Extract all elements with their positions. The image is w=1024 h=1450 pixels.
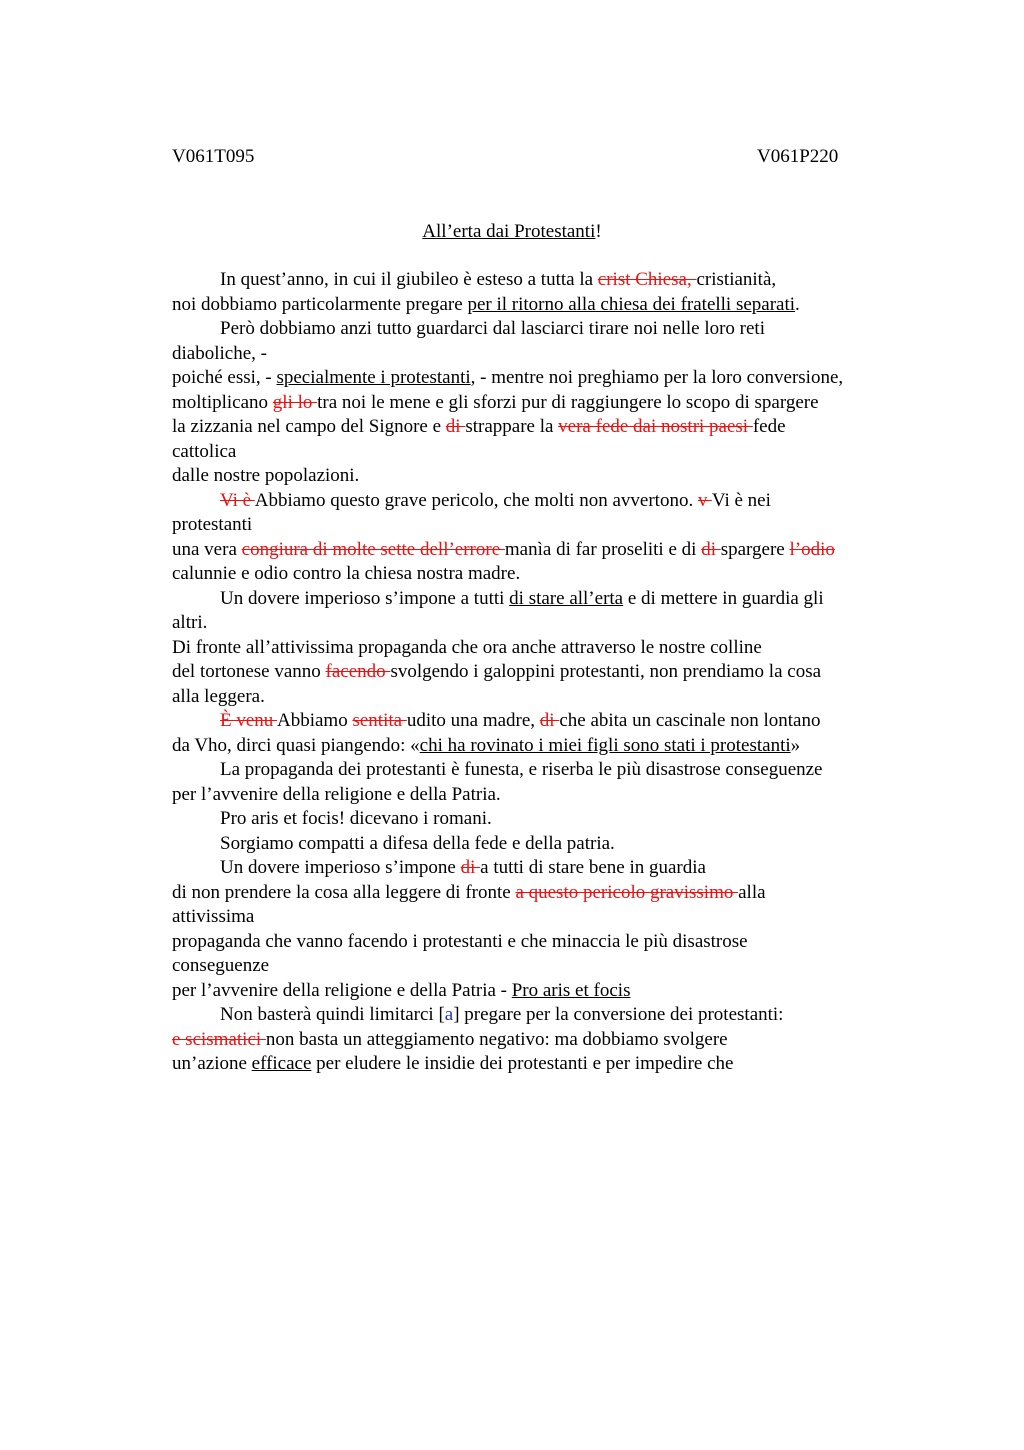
text-run: cristianità, xyxy=(696,269,777,290)
text-line xyxy=(172,783,912,808)
text-run: Sorgiamo compatti a difesa della fede e della patria. xyxy=(220,832,615,854)
text-run: cattolica xyxy=(172,440,237,462)
text-run: e di mettere in guardia gli xyxy=(623,587,824,609)
document-title xyxy=(0,221,1024,243)
text-run: calunnie e odio contro la chiesa nostra madre. xyxy=(172,563,521,584)
text-line xyxy=(172,562,912,587)
text-run: fede xyxy=(752,416,786,437)
text-line xyxy=(172,342,912,367)
text-run: non basta un atteggiamento negativo: ma dobbiamo svolgere xyxy=(265,1028,728,1050)
deleted-text: di xyxy=(445,416,466,437)
text-run: a tutti di stare bene in guardia xyxy=(480,857,706,878)
text-line xyxy=(172,734,912,759)
deleted-text: Vi è xyxy=(220,489,255,511)
text-line xyxy=(172,317,912,342)
deleted-text: e scismatici xyxy=(172,1028,266,1050)
text-run: per l’avvenire della religione e della Patria. xyxy=(172,783,501,805)
deleted-text: di xyxy=(539,710,560,731)
text-line xyxy=(172,1052,912,1077)
text-run: altri. xyxy=(172,612,208,633)
text-run: manìa di far proseliti e di xyxy=(504,538,702,560)
text-run: attivissima xyxy=(172,906,255,927)
text-run: di non prendere la cosa alla leggere di fronte xyxy=(172,881,516,903)
text-run: protestanti xyxy=(172,514,253,535)
text-run: Di fronte all’attivissima propaganda che ora anche attraverso le nostre colline xyxy=(172,636,762,658)
text-run: Abbiamo xyxy=(277,710,353,731)
text-run: ] pregare per la conversione dei protestanti: xyxy=(453,1004,784,1025)
text-run: un’azione xyxy=(172,1053,252,1074)
deleted-text: v xyxy=(697,489,712,511)
text-line xyxy=(172,366,912,391)
text-run: , - mentre noi preghiamo per la loro conversione, xyxy=(470,367,844,388)
deleted-text: l’odio xyxy=(789,538,835,560)
deleted-text: facendo xyxy=(325,661,391,682)
text-line xyxy=(172,636,912,661)
text-run: » xyxy=(790,734,801,756)
text-line xyxy=(172,807,912,832)
text-line xyxy=(172,587,912,612)
underlined-text: specialmente i protestanti xyxy=(276,367,471,388)
deleted-text: congiura di molte sette dell’errore xyxy=(241,538,505,560)
text-run: noi dobbiamo particolarmente pregare xyxy=(172,293,468,315)
text-run: Pro aris et focis! dicevano i romani. xyxy=(220,808,492,829)
text-run: poiché essi, - xyxy=(172,367,277,388)
text-run: alla leggera. xyxy=(172,685,265,707)
text-run: spargere xyxy=(720,538,790,560)
text-line xyxy=(172,611,912,636)
text-line xyxy=(172,685,912,710)
text-run: strappare la xyxy=(465,416,559,437)
text-run: Un dovere imperioso s’impone xyxy=(220,857,461,878)
title-exclamation: ! xyxy=(595,221,602,242)
text-run: Vi è nei xyxy=(711,489,771,511)
text-line xyxy=(172,856,912,881)
deleted-text: gli lo xyxy=(272,391,318,413)
text-run: del tortonese vanno xyxy=(172,661,326,682)
text-line xyxy=(172,489,912,514)
text-run: In quest’anno, in cui il giubileo è esteso a tutta la xyxy=(220,269,598,290)
text-run: propaganda che vanno facendo i protestanti e che minaccia le più disastrose xyxy=(172,930,748,952)
note-marker: a xyxy=(444,1004,454,1025)
text-run: Però dobbiamo anzi tutto guardarci dal lasciarci tirare noi nelle loro reti xyxy=(220,318,765,339)
deleted-text: crist Chiesa, xyxy=(597,269,697,290)
text-line xyxy=(172,440,912,465)
underlined-text: efficace xyxy=(251,1053,312,1074)
text-line xyxy=(172,1028,912,1053)
text-line xyxy=(172,268,912,293)
deleted-text: di xyxy=(460,857,481,878)
underlined-text: chi ha rovinato i miei figli sono stati i protestanti xyxy=(419,734,791,756)
text-line xyxy=(172,660,912,685)
text-line xyxy=(172,513,912,538)
text-run: per eludere le insidie dei protestanti e per impedire che xyxy=(311,1053,734,1074)
underlined-text: di stare all’erta xyxy=(509,587,624,609)
text-line xyxy=(172,1003,912,1028)
document-code-left: V061T095 xyxy=(172,146,255,167)
text-line xyxy=(172,905,912,930)
text-run: che abita un cascinale non lontano xyxy=(559,710,821,731)
text-run: conseguenze xyxy=(172,955,270,976)
text-line xyxy=(172,464,912,489)
text-run: una vera xyxy=(172,538,242,560)
page-code-right: V061P220 xyxy=(757,146,839,167)
underlined-text: Pro aris et focis xyxy=(511,979,631,1001)
text-run: la zizzania nel campo del Signore e xyxy=(172,416,446,437)
deleted-text: sentita xyxy=(352,710,407,731)
text-line xyxy=(172,930,912,955)
text-line xyxy=(172,979,912,1004)
text-run: per l’avvenire della religione e della Patria - xyxy=(172,979,512,1001)
text-run: La propaganda dei protestanti è funesta, e riserba le più disastrose conseguenze xyxy=(220,759,823,780)
text-line xyxy=(172,832,912,857)
text-run: svolgendo i galoppini protestanti, non prendiamo la cosa xyxy=(390,661,822,682)
deleted-text: vera fede dai nostri paesi xyxy=(558,416,753,437)
text-run: Non basterà quindi limitarci [ xyxy=(220,1004,445,1025)
underlined-text: per il ritorno alla chiesa dei fratelli separati xyxy=(467,293,796,315)
deleted-text: È venu xyxy=(220,710,277,731)
title-text: All’erta dai Protestanti xyxy=(422,221,596,242)
text-run: alla xyxy=(738,881,766,903)
deleted-text: a questo pericolo gravissimo xyxy=(515,881,739,903)
text-run: da Vho, dirci quasi piangendo: « xyxy=(172,734,420,756)
text-line xyxy=(172,538,912,563)
text-line xyxy=(172,391,912,416)
text-line xyxy=(172,954,912,979)
text-line xyxy=(172,293,912,318)
text-run: Abbiamo questo grave pericolo, che molti non avvertono. xyxy=(254,489,698,511)
text-run: . xyxy=(795,293,800,315)
text-run: moltiplicano xyxy=(172,391,273,413)
text-line xyxy=(172,709,912,734)
text-line xyxy=(172,881,912,906)
text-run: diaboliche, - xyxy=(172,342,267,364)
text-line xyxy=(172,415,912,440)
text-line xyxy=(172,758,912,783)
text-run: udito una madre, xyxy=(406,710,540,731)
deleted-text: di xyxy=(701,538,721,560)
text-run: Un dovere imperioso s’impone a tutti xyxy=(220,587,510,609)
text-run: dalle nostre popolazioni. xyxy=(172,465,360,486)
text-run: tra noi le mene e gli sforzi pur di raggiungere lo scopo di spargere xyxy=(317,391,819,413)
body-text xyxy=(172,268,912,1077)
